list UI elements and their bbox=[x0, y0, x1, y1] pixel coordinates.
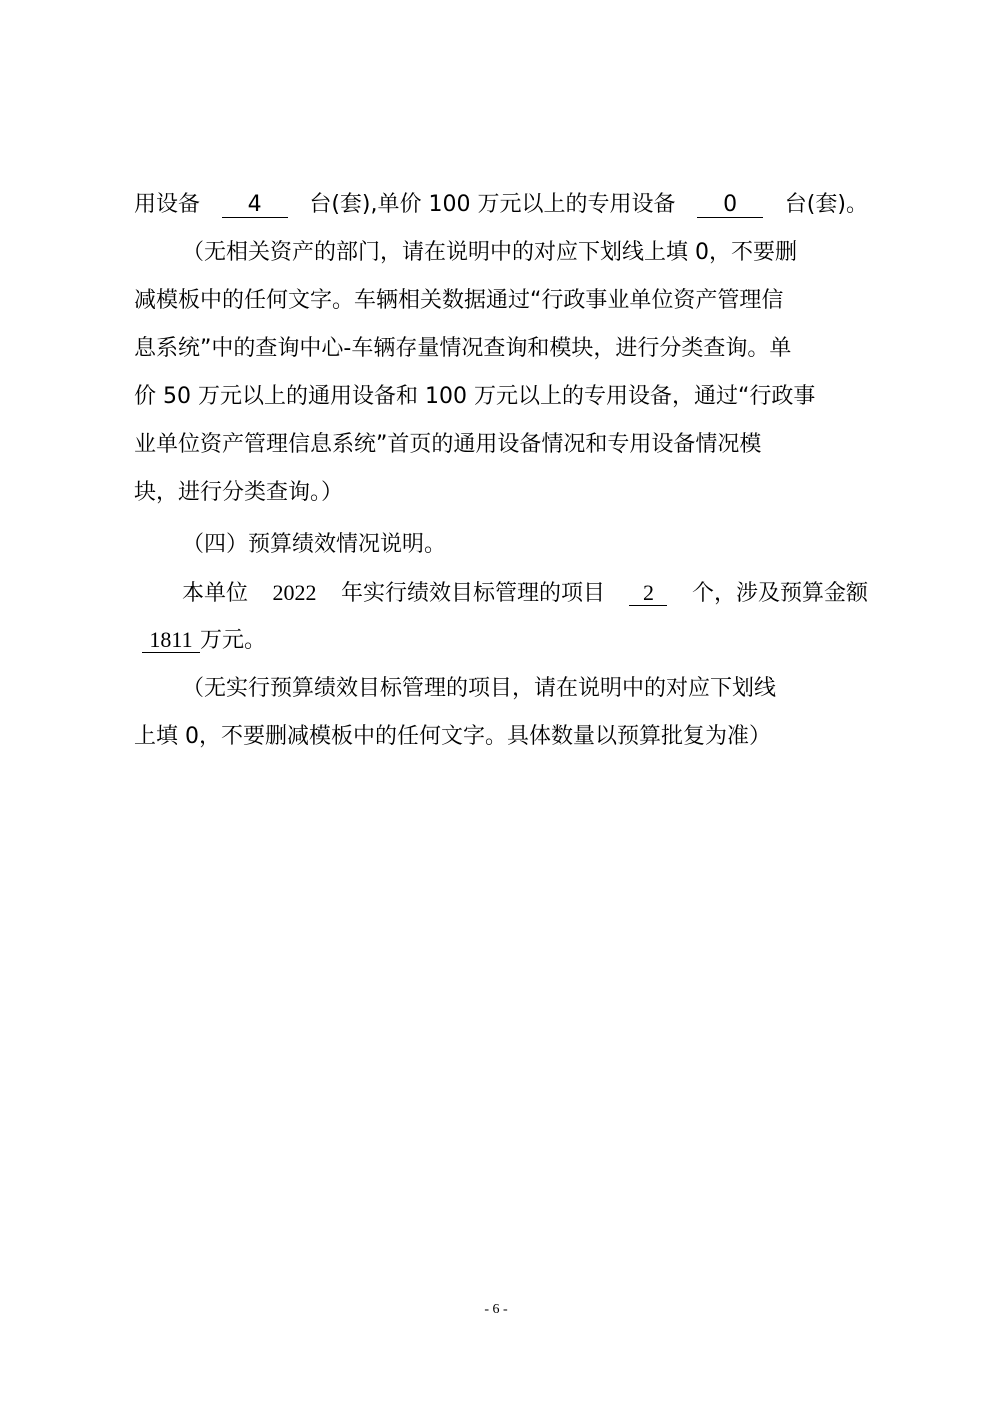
performance-year: 2022 bbox=[272, 580, 317, 605]
asset-note-line: 块，进行分类查询。） bbox=[134, 480, 344, 505]
performance-line-2 bbox=[134, 626, 868, 656]
performance-note-line: （无实行预算绩效目标管理的项目，请在说明中的对应下划线 bbox=[182, 676, 777, 701]
special-equipment-count: 0 bbox=[697, 193, 763, 218]
performance-part-1: 本单位 bbox=[182, 581, 249, 606]
asset-note-line: 价 50 万元以上的通用设备和 100 万元以上的专用设备，通过“行政事 bbox=[134, 384, 816, 409]
asset-line-part-3: 台(套)。 bbox=[784, 192, 868, 217]
performance-part-2: 年实行绩效目标管理的项目 bbox=[340, 581, 605, 606]
asset-note-line: 减模板中的任何文字。车辆相关数据通过“行政事业单位资产管理信 bbox=[134, 288, 784, 313]
asset-line-part-2: 台(套),单价 100 万元以上的专用设备 bbox=[309, 192, 676, 217]
project-count: 2 bbox=[629, 581, 667, 606]
performance-part-4: 万元。 bbox=[200, 628, 267, 653]
asset-note-line: 息系统”中的查询中心-车辆存量情况查询和模块，进行分类查询。单 bbox=[134, 336, 792, 361]
section-heading: （四）预算绩效情况说明。 bbox=[182, 532, 447, 557]
general-equipment-count: 4 bbox=[222, 193, 288, 218]
performance-line bbox=[182, 578, 868, 608]
asset-line bbox=[134, 190, 868, 220]
page-number: - 6 - bbox=[484, 1302, 508, 1317]
asset-note-line: （无相关资产的部门，请在说明中的对应下划线上填 0，不要删 bbox=[182, 240, 797, 265]
budget-amount: 1811 bbox=[142, 628, 200, 653]
asset-line-part-1: 用设备 bbox=[134, 192, 201, 217]
asset-note-line: 业单位资产管理信息系统”首页的通用设备情况和专用设备情况模 bbox=[134, 432, 762, 457]
performance-part-3: 个，涉及预算金额 bbox=[691, 581, 868, 606]
performance-note-line: 上填 0，不要删减模板中的任何文字。具体数量以预算批复为准） bbox=[134, 724, 771, 749]
